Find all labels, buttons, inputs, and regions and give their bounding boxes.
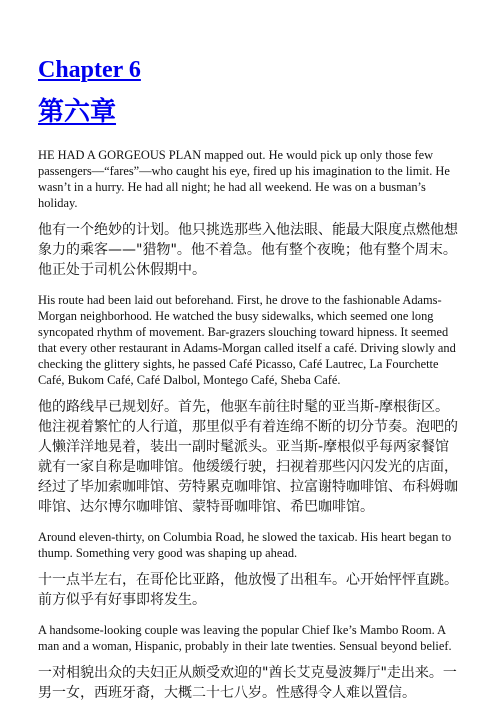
paragraph-english-4: A handsome-looking couple was leaving the popular Chief Ike’s Mambo Room. A man and a woman, Hispanic, probably in their late twenties. Sensual beyond belief. <box>38 623 452 653</box>
paragraph-chinese-2: 他的路线早已规划好。首先，他驱车前往时髦的亚当斯-摩根街区。他注视着繁忙的人行道，那里似乎有着连绵不断的切分节奏。泡吧的人懒洋洋地晃着，装出一副时髦派头。亚当斯-摩根似乎每两家餐馆就有一家自称是咖啡馆。他缓缓行驶，扫视着那些闪闪发光的店面，经过了毕加索咖啡馆、劳特累克咖啡馆、拉富谢特咖啡馆、布科姆咖啡馆、达尔博尔咖啡馆、蒙特哥咖啡馆、希巴咖啡馆。 <box>38 399 458 515</box>
chapter-title[interactable]: Chapter 6 <box>38 57 141 83</box>
paragraph-chinese-3: 十一点半左右，在哥伦比亚路，他放慢了出租车。心开始怦怦直跳。前方似乎有好事即将发生。 <box>38 572 458 608</box>
paragraph-english-1: HE HAD A GORGEOUS PLAN mapped out. He would pick up only those few passengers—“fares”—who caught his eye, fired up his imagination to the limit. He wasn’t in a hurry. He had all night; he had all weekend. He was on a busman’s holiday. <box>38 148 450 210</box>
paragraph-english-2: His route had been laid out beforehand. First, he drove to the fashionable Adams-Morgan neighborhood. He watched the busy sidewalks, which seemed one long syncopated rhythm of movement. Bar-grazers slouching toward hipness. It seemed that every other restaurant in Adams-Morgan called itself a café. Driving slowly and checking the glittery sights, he passed Café Picasso, Café Lautrec, La Fourchette Café, Bukom Café, Café Dalbol, Montego Café, Sheba Café. <box>38 293 456 387</box>
paragraph-chinese-4: 一对相貌出众的夫妇正从颇受欢迎的"酋长艾克曼波舞厅"走出来。一男一女，西班牙裔，大概二十七八岁。性感得令人难以置信。 <box>38 665 457 701</box>
chapter-title-chinese[interactable]: 第六章 <box>38 97 117 127</box>
paragraph-english-3: Around eleven-thirty, on Columbia Road, he slowed the taxicab. His heart began to thump. Something very good was shaping up ahead. <box>38 530 452 560</box>
paragraph-chinese-1: 他有一个绝妙的计划。他只挑选那些入他法眼、能最大限度点燃他想象力的乘客——"猎物"。他不着急。他有整个夜晚；他有整个周末。他正处于司机公休假期中。 <box>38 222 458 278</box>
